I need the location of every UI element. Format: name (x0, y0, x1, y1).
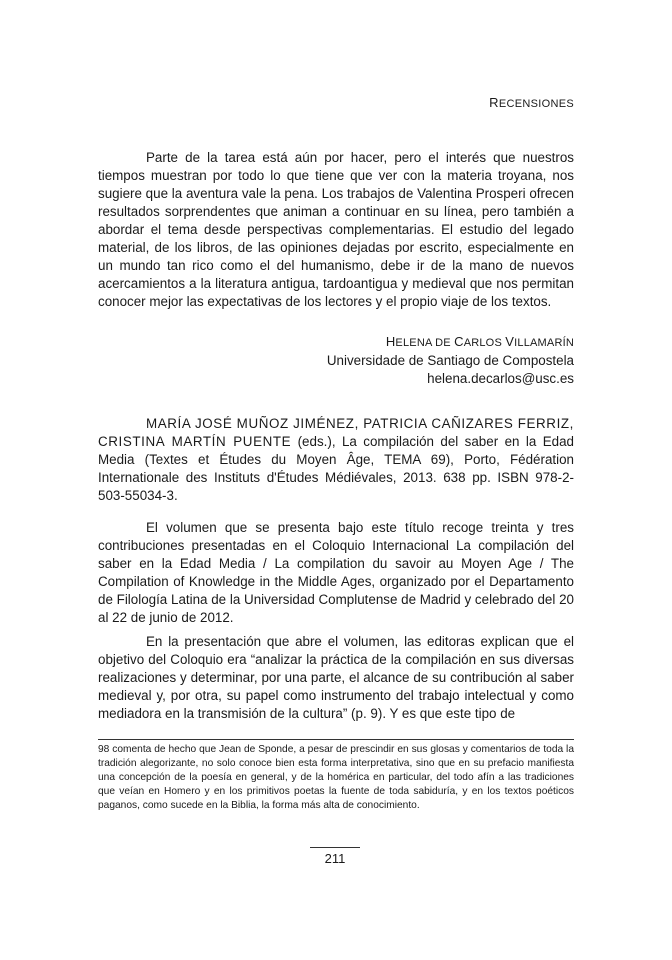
paragraph-3: En la presentación que abre el volumen, las editoras explican que el objetivo del Coloquio era “analizar la práctica de la compilación en sus diversas realizaciones y determinar, por una parte, el alcance de su contribución al saber medieval y, por otra, su papel como instrumento del trabajo intelectual y como mediadora en la transmisión de la cultura” (p. 9). Y es que este tipo de (98, 634, 574, 721)
reviewer-affiliation: Universidade de Santiago de Compostela (326, 353, 574, 368)
paragraph-2: El volumen que se presenta bajo este título recoge treinta y tres contribuciones presentadas en el Coloquio Internacional La compilación del saber en la Edad Media / La compilation du savoir au Moyen Age / The Compilation of Knowledge in the Middle Ages, organizado por el Departamento de Filología Latina de la Universidad Complutense de Madrid y celebrado del 20 al 22 de junio de 2012. (98, 520, 574, 625)
page-number: 211 (324, 851, 346, 866)
footnote: 98 comenta de hecho que Jean de Sponde, a pesar de prescindir en sus glosas y comentarios de toda la tradición alegorizante, no solo conoce bien esta forma interpretativa, sino que en su prefacio manifiesta una concepción de la poesía en general, y de la homérica en particular, del todo afín a las tradiciones que veían en Homero y en los primitivos poetas la fuente de toda sabiduría, y en los textos poéticos paganos, como sucede en la Biblia, la forma más alta de conocimiento. (98, 744, 574, 811)
running-head-initial: R (489, 95, 499, 110)
running-head (489, 95, 574, 110)
reviewer-email: helena.decarlos@usc.es (427, 371, 574, 386)
footnote-divider (98, 739, 574, 740)
review-reference: (eds.), La compilación del saber en la Edad Media (Textes et Études du Moyen Âge, TEMA 69), Porto, Fédération Internationale des Instituts d'Études Médiévales, 2013. 638 pp. ISBN 978-2-503-55034-3. (98, 434, 574, 503)
running-head-rest: ECENSIONES (498, 98, 574, 110)
page-number-rule (310, 847, 360, 848)
review-heading (98, 415, 574, 505)
intro-paragraph: Parte de la tarea está aún por hacer, pero el interés que nuestros tiempos muestran por todo lo que tiene que ver con la materia troyana, nos sugiere que la aventura vale la pena. Los trabajos de Valentina Prosperi ofrecen resultados sorprendentes que animan a continuar en su línea, pero también a abordar el tema desde perspectivas complementarias. El estudio del legado material, de los libros, de las opiniones dejadas por escrito, especialmente en un mundo tan rico como el del humanismo, debe ir de la mano de nuevos acercamientos a la literatura antigua, tardoantigua y medieval que nos permitan conocer mejor las expectativas de los lectores y el propio viaje de los textos. (98, 150, 574, 309)
reviewer-signature (327, 333, 574, 388)
review-authors: MARÍA JOSÉ MUÑOZ JIMÉNEZ, PATRICIA CAÑIZARES FERRIZ, CRISTINA MARTÍN PUENTE (98, 416, 574, 449)
reviewer-name: HELENA DE CARLOS VILLAMARÍN (385, 334, 574, 349)
